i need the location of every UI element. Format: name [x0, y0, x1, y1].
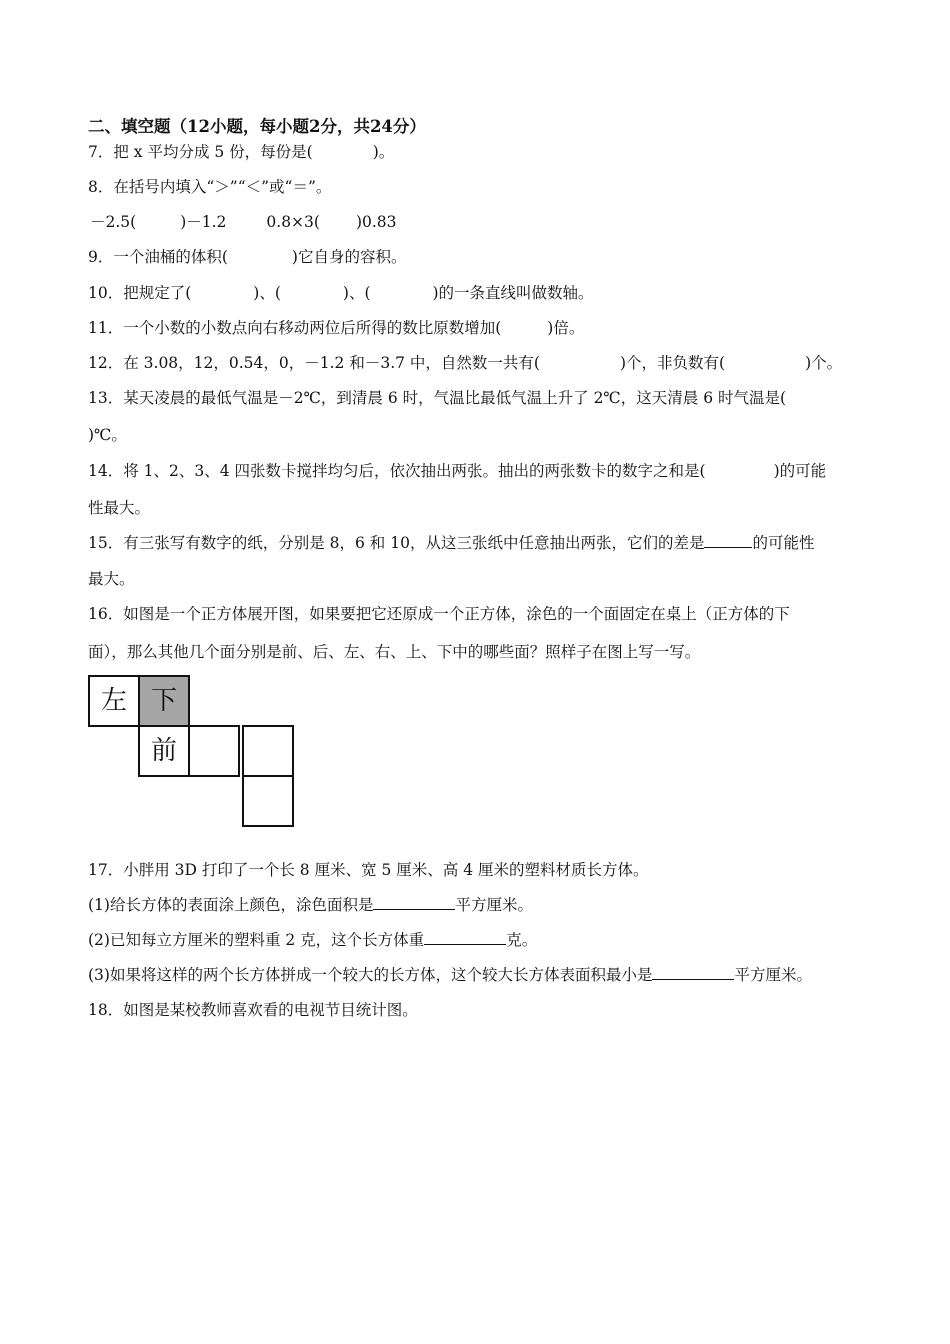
- question-17-part2: (2)已知每立方厘米的塑料重 2 克，这个长方体重 克。: [88, 931, 538, 949]
- net-face-blank: [242, 775, 294, 827]
- section-heading: 二、填空题（12小题，每小题2分，共24分）: [88, 117, 426, 136]
- question-14-line1: 14．将 1、2、3、4 四张数卡搅拌均匀后，依次抽出两张。抽出的两张数卡的数字之和是( )的可能: [88, 462, 827, 480]
- net-face-left: 左: [88, 675, 140, 727]
- question-15-line1: 15．有三张写有数字的纸，分别是 8，6 和 10，从这三张纸中任意抽出两张，它们的差是 的可能性: [88, 534, 815, 552]
- net-face-front: 前: [138, 725, 190, 777]
- cube-net-diagram: [88, 675, 298, 835]
- answer-blank: [704, 532, 752, 548]
- answer-blank: [373, 894, 455, 910]
- question-11: 11．一个小数的小数点向右移动两位后所得的数比原数增加( )倍。: [88, 319, 585, 337]
- question-16-line1: 16．如图是一个正方体展开图，如果要把它还原成一个正方体，涂色的一个面固定在桌上（正方体的下: [88, 605, 790, 623]
- question-13-line1: 13．某天凌晨的最低气温是－2℃，到清晨 6 时，气温比最低气温上升了 2℃，这天清晨 6 时气温是(: [88, 389, 787, 407]
- question-14-line2: 性最大。: [88, 499, 151, 517]
- question-12: 12．在 3.08，12，0.54，0，－1.2 和－3.7 中，自然数一共有( )个，非负数有( )个。: [88, 354, 843, 372]
- question-17: 17．小胖用 3D 打印了一个长 8 厘米、宽 5 厘米、高 4 厘米的塑料材质长方体。: [88, 861, 649, 879]
- net-face-blank: [242, 725, 294, 777]
- question-17-part1: (1)给长方体的表面涂上颜色，涂色面积是 平方厘米。: [88, 896, 533, 914]
- question-16-line2: 面），那么其他几个面分别是前、后、左、右、上、下中的哪些面？照样子在图上写一写。: [88, 643, 701, 661]
- answer-blank: [424, 929, 506, 945]
- question-9: 9．一个油桶的体积( )它自身的容积。: [88, 248, 407, 266]
- question-8: 8．在括号内填入“＞”“＜”或“＝”。: [88, 178, 332, 196]
- net-face-blank: [188, 725, 240, 777]
- question-13-line2: )℃。: [88, 426, 127, 444]
- question-18: 18．如图是某校教师喜欢看的电视节目统计图。: [88, 1001, 418, 1019]
- question-17-part3: (3)如果将这样的两个长方体拼成一个较大的长方体，这个较大长方体表面积最小是 平方厘米。: [88, 966, 812, 984]
- answer-blank: [652, 964, 734, 980]
- question-15-line2: 最大。: [88, 570, 135, 588]
- net-face-bottom-shaded: 下: [138, 675, 190, 727]
- question-10: 10．把规定了( )、( )、( )的一条直线叫做数轴。: [88, 284, 594, 302]
- question-8-items: －2.5( )－1.2 0.8×3( )0.83: [90, 213, 397, 231]
- question-7: 7．把 x 平均分成 5 份，每份是( )。: [88, 143, 395, 161]
